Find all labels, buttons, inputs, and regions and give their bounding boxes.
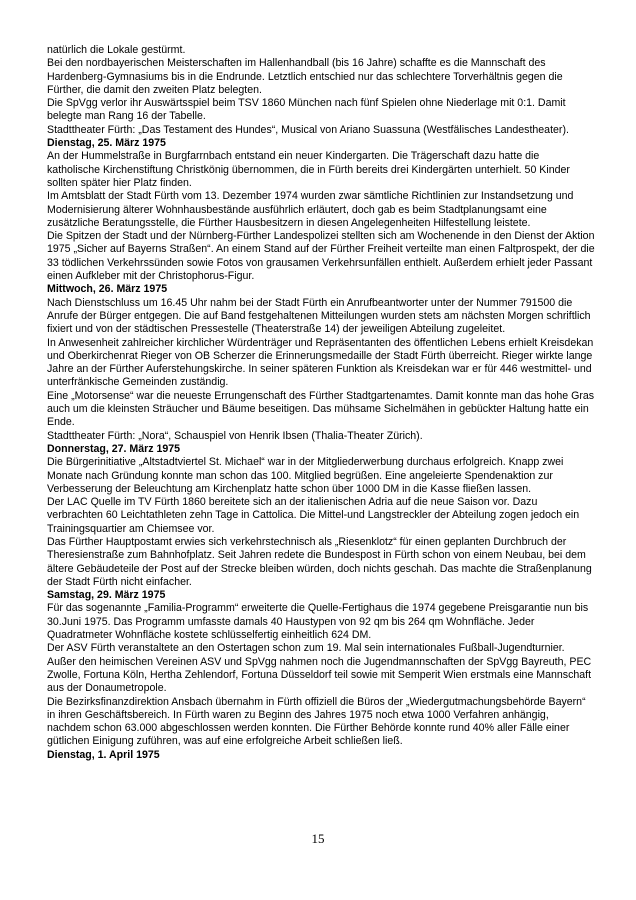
date-heading: Dienstag, 25. März 1975 [47, 137, 166, 150]
paragraph: Der ASV Fürth veranstaltete an den Ostertagen schon zum 19. Mal sein internationales Fußball-Jugendturnier. Außer den heimischen Vereinen ASV und SpVgg nahmen noch die Jugendmannschaften der SpVgg Bayreuth, PEC Zwolle, Fortuna Köln, Hertha Zehlendorf, Fortuna Düsseldorf teil sowie mit Semperit Wien erstmals eine Mannschaft aus der Donaumetropole. [47, 642, 592, 695]
paragraph: Für das sogenannte „Familia-Programm“ erweiterte die Quelle-Fertighaus die 1974 gegebene Preisgarantie nun bis 30.Juni 1975. Das Programm umfasste damals 40 Haustypen von 92 qm bis 264 qm Wohnfläche. Jeder Quadratmeter Wohnfläche kostete schlüsselfertig einheitlich 624 DM. [47, 602, 589, 642]
section-donnerstag-27-maerz [47, 443, 595, 589]
paragraph: Bei den nordbayerischen Meisterschaften im Hallenhandball (bis 16 Jahre) schaffte es die Mannschaft des Hardenberg-Gymnasiums bis in die Endrunde. Letztlich entschied nur das schlechtere Torverhältnis gegen die Fürther, die damit den zweiten Platz belegten. [47, 57, 563, 96]
document-page [47, 44, 595, 762]
paragraph: Die Spitzen der Stadt und der Nürnberg-Fürther Landespolizei stellten sich am Wochenende in den Dienst der Aktion 1975 „Sicher auf Bayerns Straßen“. An einem Stand auf der Fürther Freiheit verteilte man einen Faltprospekt, der die 33 tödlichen Verkehrssünden sowie Fotos von grausamen Verkehrsunfällen enthielt. Außerdem erhielt jeder Passant einen Aufkleber mit der Christophorus-Figur. [47, 230, 595, 283]
paragraph: Der LAC Quelle im TV Fürth 1860 bereitete sich an der italienischen Adria auf die neue Saison vor. Dazu verbrachten 60 Leichtathleten zehn Tage in Cattolica. Die Mittel-und Langstreckler der Abteilung zogen jedoch ein Trainingsquartier am Chiemsee vor. [47, 496, 580, 535]
section-dienstag-25-maerz [47, 137, 595, 283]
paragraph: Stadttheater Fürth: „Das Testament des Hundes“, Musical von Ariano Suassuna (Westfälisches Landestheater). [47, 123, 569, 136]
date-heading: Donnerstag, 27. März 1975 [47, 442, 181, 455]
paragraph: Die Bürgerinitiative „Altstadtviertel St. Michael“ war in der Mitgliederwerbung durchaus erfolgreich. Knapp zwei Monate nach Gründung konnte man schon das 100. Mitglied begrüßen. Eine angeleierte Spendenaktion zur Verbesserung der Beleuchtung am Kirchenplatz hatte schon über 1000 DM in die Kasse fließen lassen. [47, 456, 564, 495]
paragraph: Eine „Motorsense“ war die neueste Errungenschaft des Fürther Stadtgartenamtes. Damit konnte man das hohe Gras auch um die kleinsten Sträucher und Bäume beseitigen. Das mühsame Sichelmähen in gebückter Haltung hatte ein Ende. [47, 389, 595, 429]
intro-block [47, 44, 595, 137]
date-heading: Mittwoch, 26. März 1975 [47, 283, 168, 296]
paragraph: natürlich die Lokale gestürmt. [47, 44, 186, 56]
paragraph: Nach Dienstschluss um 16.45 Uhr nahm bei der Stadt Fürth ein Anrufbeantworter unter der Nummer 791500 die Anrufe der Bürger entgegen. Die auf Band festgehaltenen Mitteilungen wurden stets am nächsten Morgen schriftlich fixiert und von der städtischen Pressestelle (Theaterstraße 14) der jeweiligen Abteilung zugeleitet. [47, 296, 591, 336]
paragraph: In Anwesenheit zahlreicher kirchlicher Würdenträger und Repräsentanten des öffentlichen Lebens erhielt Kreisdekan und Oberkirchenrat Rieger von OB Scherzer die Erinnerungsmedaille der Stadt Fürth überreicht. Rieger wirkte lange Jahre an der Fürther Auferstehungskirche. In seiner späteren Funktion als Kreisdekan war er für 446 westmittel- und unterfränkische Gemeinden zuständig. [47, 336, 594, 389]
date-heading: Dienstag, 1. April 1975 [47, 748, 160, 761]
section-dienstag-1-april [47, 749, 595, 762]
paragraph: Das Fürther Hauptpostamt erwies sich verkehrstechnisch als „Riesenklotz“ für einen geplanten Durchbruch der Theresienstraße zum Bahnhofplatz. Seit Jahren redete die Bundespost in Fürth schon von einem Neubau, bei dem ältere Gebäudeteile der Post auf der Strecke bleiben würden, doch nichts geschah. Das machte die Straßenplanung der Stadt Fürth nicht einfacher. [47, 535, 592, 588]
date-heading: Samstag, 29. März 1975 [47, 589, 166, 602]
paragraph: Die SpVgg verlor ihr Auswärtsspiel beim TSV 1860 München nach fünf Spielen ohne Niederlage mit 0:1. Damit belegte man Rang 16 der Tabelle. [47, 97, 566, 123]
paragraph: Im Amtsblatt der Stadt Fürth vom 13. Dezember 1974 wurden zwar sämtliche Richtlinien zur Instandsetzung und Modernisierung älterer Wohnhausbestände ausführlich erläutert, doch gab es beim Stadtplanungsamt eine zusätzliche Beratungsstelle, die Fürther Hausbesitzern in diesen Angelegenheiten Hilfestellung leistete. [47, 190, 574, 229]
paragraph: Stadttheater Fürth: „Nora“, Schauspiel von Henrik Ibsen (Thalia-Theater Zürich). [47, 429, 423, 442]
paragraph: An der Hummelstraße in Burgfarrnbach entstand ein neuer Kindergarten. Die Trägerschaft dazu hatte die katholische Kirchenstiftung Christkönig übernommen, die in Fürth bereits drei Kindergärten unterhielt. 50 Kinder sollten später hier Platz finden. [47, 150, 570, 189]
paragraph: Die Bezirksfinanzdirektion Ansbach übernahm in Fürth offiziell die Büros der „Wiedergutmachungsbehörde Bayern“ in ihren Geschäftsbereich. In Fürth waren zu Beginn des Jahres 1975 noch etwa 1000 Verfahren anhängig, nachdem schon 63.000 abgeschlossen werden konnten. Die Fürther Behörde konnte rund 40% aller Fälle einer gütlichen Einigung zuführen, was auf eine erfolgreiche Arbeit schließen ließ. [47, 695, 586, 748]
section-mittwoch-26-maerz [47, 283, 595, 443]
page-number: 15 [311, 831, 325, 846]
section-samstag-29-maerz [47, 589, 595, 749]
